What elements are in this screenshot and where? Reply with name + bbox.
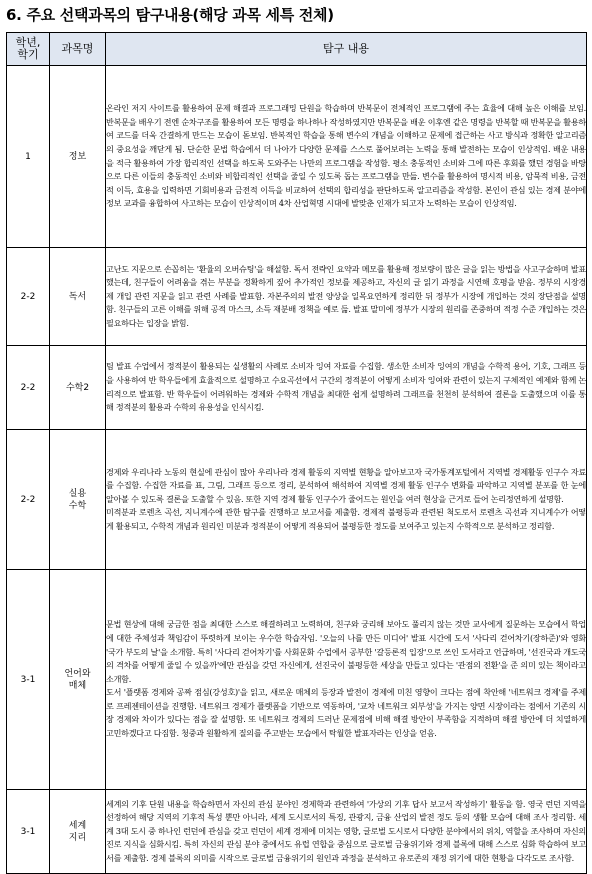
table-row (7, 570, 587, 790)
header-content: 탐구 내용 (106, 33, 587, 66)
content-cell: 고난도 지문으로 손꼽히는 '환율의 오버슈팅'을 해설함. 독서 전략인 요약과 메모를 활용해 정보량이 많은 글을 읽는 방법을 사고구술하며 발표했는데, 친구들이 어려움을 겪는 부분을 정확하게 짚어 추가적인 정보를 제공하고, 자신의 글 읽기 과정을 시연해 호평을 받음. 정부의 시장경제 개입 관련 지문을 읽고 관련 사례를 발표함. 자본주의의 발전 양상을 일목요연하게 정리한 뒤 정부가 시장에 개입하는 것의 장단점을 설명함. 친구들의 고른 이해를 위해 공적 마스크, 소득 재분배 정책을 예로 듦. 발표 말미에 정부가 시장의 원리를 존중하며 적정 수준 개입하는 것은 필요하다는 입장을 밝힘. (106, 263, 586, 328)
table-row (7, 430, 587, 570)
header-grade: 학년, 학기 (7, 33, 50, 66)
content-cell: 세계의 기후 단원 내용을 학습하면서 자신의 관심 분야인 경제학과 관련하여 '가상의 기후 답사 보고서 작성하기' 활동을 함. 영국 런던 지역을 선정하여 해당 지역의 기후적 특성 뿐만 아니라, 세계 도시로서의 특징, 관광지, 금융 산업의 발전 정도 등의 생활 모습에 대해 조사 정리함. 세계 3대 도시 중 하나인 런던에 관심을 갖고 런던이 세계 경제에 미치는 영향, 글로벌 도시로서 다양한 분야에서의 위치, 역할을 조사하며 자신의 진로 지식을 심화시킴. 특히 자신의 관심 분야 중에서도 유럽 연합을 중심으로 글로벌 금융위기와 경제 블록에 대해 스스로 심화 학습하여 보고서를 제출함. 경제 블록의 의미를 시작으로 글로벌 금융위기의 원인과 과정을 분석하고 유로존의 재정 위기에 대한 현황을 다각도로 조사함. (106, 798, 586, 863)
content-cell: 팀 발표 수업에서 정적분이 활용되는 실생활의 사례로 소비자 잉여 자료를 수집함. 생소한 소비자 잉여의 개념을 수학적 용어, 기호, 그래프 등을 사용하여 반 학우들에게 효율적으로 설명하고 수요곡선에서 구간의 정적분이 어떻게 소비자 잉여와 관련이 있는지 구체적인 예제와 함께 논리적으로 발표함. 반 학우들이 어려워하는 경제와 수학적 개념을 최대한 쉽게 설명하려 그래프를 천천히 분석하여 결론을 도출했으며 이를 통해 정적분의 활용과 수학의 유용성을 인식시킴. (106, 361, 586, 413)
grade-cell: 2-2 (7, 346, 50, 430)
subject-cell: 실용 수학 (50, 430, 106, 570)
inquiry-table (6, 32, 587, 874)
table-row (7, 66, 587, 248)
table-header-row (7, 33, 587, 66)
grade-cell: 2-2 (7, 248, 50, 346)
content-cell: 문법 현상에 대해 궁금한 점을 최대한 스스로 해결하려고 노력하며, 친구와 궁리해 보아도 풀리지 않는 것만 교사에게 질문하는 모습에서 학업에 대한 주체성과 책임감이 뚜렷하게 보이는 우수한 학습자임. '오늘의 나를 만든 미디어' 발표 시간에 도서 '사다리 걷어차기(장하준)'와 영화 '국가 부도의 날'을 소개함. 특히 '사다리 걷어차기'를 사회문화 수업에서 공부한 '갈등론적 입장'으로 쓰인 도서라고 언급하며, '선진국과 개도국의 격차를 어떻게 줄일 수 있을까'에만 관심을 갖던 자신에게, 선진국이 불평등한 세상을 만들고 있다는 '관점의 전환'을 준 의미 있는 책이라고 소개함. 도서 '플랫폼 경제와 공짜 점심(강성호)'을 읽고, 새로운 매체의 등장과 발전이 경제에 미친 영향이 크다는 점에 착안해 '네트워크 경제'를 주제로 프레젠테이션을 진행함. 네트워크 경제가 플랫폼을 기반으로 역동하며, '교차 네트워크 외부성'을 가지는 양면 시장이라는 점에서 기존의 시장 경제와 차이가 있다는 점을 잘 설명함. 또 네트워크 경제의 드러난 문제점에 비해 해결 방안이 부족함을 지적하며 해결 방안에 더 치열하게 고민하겠다고 다짐함. 청중과 원활하게 질의를 주고받는 모습에서 탁월한 발표자라는 인상을 얻음. (106, 619, 586, 739)
subject-cell: 세계 지리 (50, 790, 106, 874)
grade-cell: 1 (7, 66, 50, 248)
table-row (7, 248, 587, 346)
header-subject: 과목명 (50, 33, 106, 66)
table-row (7, 790, 587, 874)
subject-cell: 정보 (50, 66, 106, 248)
content-cell: 경제와 우리나라 노동의 현실에 관심이 많아 우리나라 경제 활동의 지역별 현황을 알아보고자 국가통계포털에서 지역별 경제활동 인구수 자료를 수집함. 수집한 자료를 표, 그림, 그래프 등으로 정리, 분석하여 해석하여 지역별 경제 활동 인구수 변화를 파악하고 지역별 분포를 한 눈에 알아볼 수 있도록 결론을 도출할 수 있음. 또한 지역 경제 활동 인구수가 줄어드는 원인을 여러 현상을 근거로 들어 논리정연하게 설명함. 미적분과 로렌츠 곡선, 지니계수에 관한 탐구를 진행하고 보고서를 제출함. 경제적 불평등과 관련된 척도로서 로렌츠 곡선과 지니계수가 어떻게 활용되고, 수학적 개념과 원리인 미분과 정적분이 어떻게 적용되어 불평등한 정도를 보여주고 있는지 수학적으로 분석하고 정리함. (106, 466, 586, 531)
grade-cell: 2-2 (7, 430, 50, 570)
content-cell: 온라인 저지 사이트를 활용하여 문제 해결과 프로그래밍 단원을 학습하며 반복문이 전체적인 프로그램에 주는 효율에 대해 높은 이해를 보임. 반복문을 배우기 전엔 순차구조를 활용하여 모든 명령을 하나하나 작성하였지만 반복문을 배운 이후엔 같은 명령을 반복할 때 반복문을 활용하여 코드를 더욱 간결하게 만드는 모습이 돋보임. 반복적인 학습을 통해 변수의 개념을 이해하고 문제에 접근하는 사고 방식과 정확한 알고리즘의 중요성을 깨닫게 됨. 단순한 문법 학습에서 더 나아가 다양한 문제를 스스로 풀어보려는 노력을 통해 발전하는 모습이 인상적임. 배운 내용을 적극 활용하여 가장 합리적인 선택을 하도록 도와주는 나만의 프로그램을 작성함. 평소 충동적인 소비와 그에 따른 후회를 했던 경험을 바탕으로 다른 이들의 충동적인 소비와 비합리적인 선택을 줄일 수 있도록 돕는 프로그램을 만듦. 변수를 활용하여 명시적 비용, 암묵적 비용, 금전적 이득, 효용을 입력하면 기회비용과 금전적 이득을 비교하여 선택의 합리성을 판단하도록 알고리즘을 작성함. 본인이 관심 있는 경제 분야에 정보 교과를 융합하여 사고하는 모습이 인상적이며 4차 산업혁명 시대에 발맞춘 인재가 되고자 노력하는 모습이 인상적임. (106, 103, 586, 209)
section-title: 6. 주요 선택과목의 탐구내용(해당 과목 세특 전체) (6, 6, 334, 24)
grade-cell: 3-1 (7, 570, 50, 790)
table-row (7, 346, 587, 430)
subject-cell: 언어와 매체 (50, 570, 106, 790)
grade-cell: 3-1 (7, 790, 50, 874)
subject-cell: 수학2 (50, 346, 106, 430)
subject-cell: 독서 (50, 248, 106, 346)
